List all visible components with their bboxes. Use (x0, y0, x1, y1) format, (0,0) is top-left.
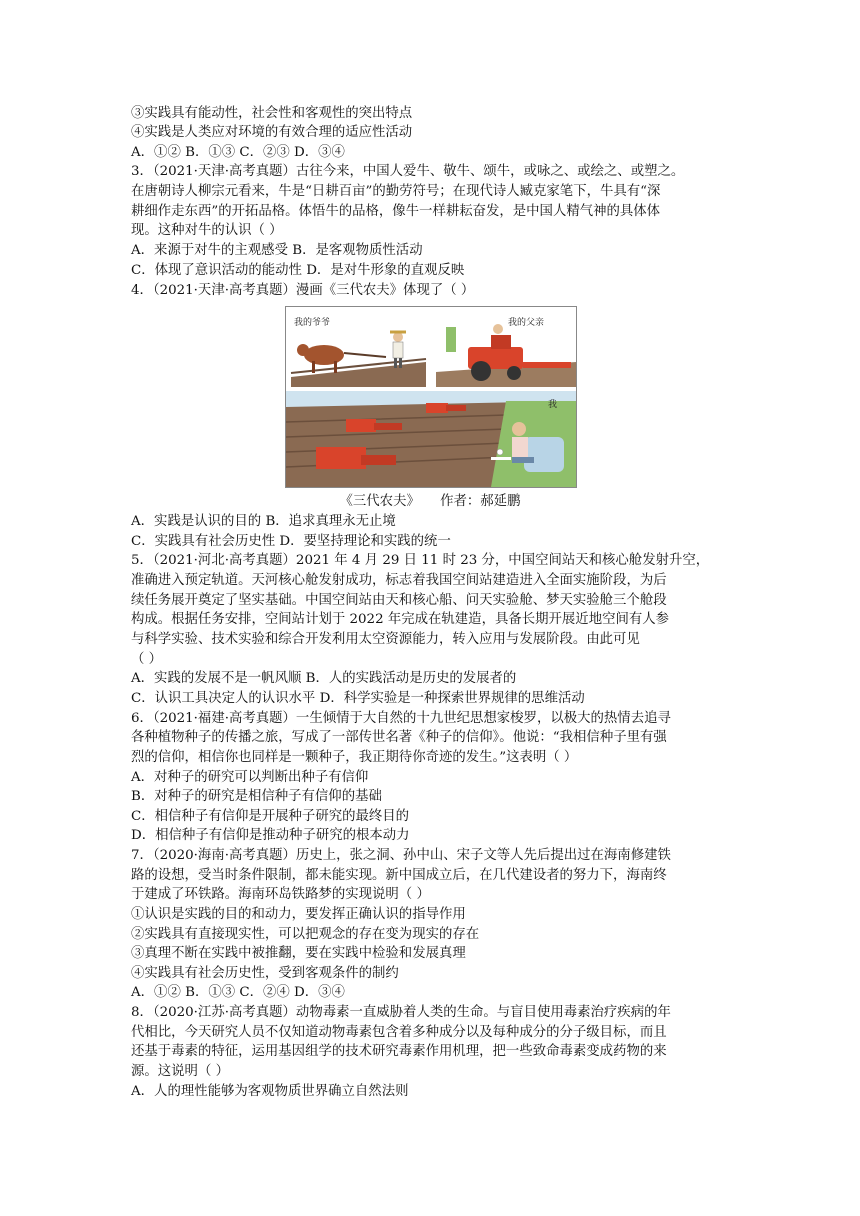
option-line: ③实践具有能动性，社会性和客观性的突出特点 (131, 106, 413, 121)
comic-label-father: 我的父亲 (508, 318, 545, 328)
question-3-text: 耕细作走东西”的开拓品格。体悟牛的品格，像牛一样耕耘奋发，是中国人精气神的具体体 (131, 204, 661, 219)
question-6-text: 各种植物种子的传播之旅，写成了一部传世名著《种子的信仰》。他说：“我相信种子里有强 (131, 730, 667, 745)
question-5-text: 与科学实验、技术实验和综合开发利用太空资源能力，转入应用与发展阶段。由此可见 (131, 632, 640, 647)
option-line: ③真理不断在实践中被推翻，要在实践中检验和发展真理 (131, 946, 466, 961)
option-line: ②实践具有直接现实性，可以把观念的存在变为现实的存在 (131, 927, 480, 942)
answer-choices: A．来源于对牛的主观感受 B．是客观物质性活动 (131, 243, 423, 258)
question-5-text: 续任务展开奠定了坚实基础。中国空间站由天和核心船、问天实验舱、梦天实验舱三个舱段 (131, 593, 667, 608)
question-3-text: 在唐朝诗人柳宗元看来，牛是“日耕百亩”的勤劳符号；在现代诗人臧克家笔下，牛具有“深 (131, 184, 661, 199)
comic-label-me: 我 (548, 400, 558, 410)
answer-option: C．相信种子有信仰是开展种子研究的最终目的 (131, 809, 410, 824)
question-3-text: 现。这种对牛的认识（ ） (131, 223, 283, 238)
answer-choices: A．①② B．①③ C．②④ D．③④ (131, 985, 345, 1000)
answer-choices: C．体现了意识活动的能动性 D．是对牛形象的直观反映 (131, 263, 465, 278)
comic-label-grandpa: 我的爷爷 (294, 318, 331, 328)
answer-option: D．相信种子有信仰是推动种子研究的根本动力 (131, 828, 410, 843)
option-line: ④实践是人类应对环境的有效合理的适应性活动 (131, 125, 413, 140)
answer-option: A．人的理性能够为客观物质世界确立自然法则 (131, 1084, 409, 1099)
question-4-text: 4．（2021·天津·高考真题）漫画《三代农夫》体现了（ ） (131, 283, 475, 298)
comic-three-generations-farmers (285, 306, 577, 488)
answer-choices: A．实践的发展不是一帆风顺 B．人的实践活动是历史的发展者的 (131, 671, 517, 686)
question-5-text: 构成。根据任务安排，空间站计划于 2022 年完成在轨建造，具备长期开展近地空间有人参 (131, 612, 670, 627)
answer-option: B．对种子的研究是相信种子有信仰的基础 (131, 789, 382, 804)
question-8-text: 源。这说明（ ） (131, 1064, 229, 1079)
question-8-text: 8．（2020·江苏·高考真题）动物毒素一直威胁着人类的生命。与盲目使用毒素治疗疾病的年 (131, 1005, 671, 1020)
question-6-text: 烈的信仰，相信你也同样是一颗种子，我正期待你奇迹的发生。”这表明（ ） (131, 750, 578, 765)
answer-choices: A．实践是认识的目的 B．追求真理永无止境 (131, 514, 396, 529)
question-5-text: 准确进入预定轨道。天河核心舱发射成功，标志着我国空间站建造进入全面实施阶段，为后 (131, 573, 667, 588)
question-5-text: 5．（2021·河北·高考真题）2021 年 4 月 29 日 11 时 23 分，中国空间站天和核心舱发射升空， (131, 553, 710, 568)
comic-title: 《三代农夫》 (339, 494, 420, 509)
question-8-text: 代相比，今天研究人员不仅知道动物毒素包含着多种成分以及每种成分的分子级目标，而且 (131, 1025, 667, 1040)
option-line: ①认识是实践的目的和动力，要发挥正确认识的指导作用 (131, 907, 466, 922)
answer-choices: A．①② B．①③ C．②③ D．③④ (131, 145, 345, 160)
comic-caption (300, 492, 560, 511)
answer-option: A．对种子的研究可以判断出种子有信仰 (131, 770, 369, 785)
question-5-text: （ ） (131, 652, 163, 667)
comic-illustration (286, 307, 576, 487)
question-7-text: 7．（2020·海南·高考真题）历史上，张之洞、孙中山、宋子文等人先后提出过在海南修建铁 (131, 848, 671, 863)
answer-choices: C．实践具有社会历史性 D．要坚持理论和实践的统一 (131, 534, 451, 549)
option-line: ④实践具有社会历史性，受到客观条件的制约 (131, 966, 399, 981)
question-8-text: 还基于毒素的特征，运用基因组学的技术研究毒素作用机理，把一些致命毒素变成药物的来 (131, 1044, 667, 1059)
question-7-text: 路的设想，受当时条件限制，都未能实现。新中国成立后，在几代建设者的努力下，海南终 (131, 868, 667, 883)
answer-choices: C．认识工具决定人的认识水平 D．科学实验是一种探索世界规律的思维活动 (131, 691, 585, 706)
question-3-text: 3．（2021·天津·高考真题）古往今来，中国人爱牛、敬牛、颂牛，或咏之、或绘之、或塑之。 (131, 164, 685, 179)
question-6-text: 6．（2021·福建·高考真题）一生倾情于大自然的十九世纪思想家梭罗，以极大的热情去追寻 (131, 711, 671, 726)
question-7-text: 于建成了环铁路。海南环岛铁路梦的实现说明（ ） (131, 887, 430, 902)
comic-author: 作者：郝延鹏 (440, 494, 521, 509)
